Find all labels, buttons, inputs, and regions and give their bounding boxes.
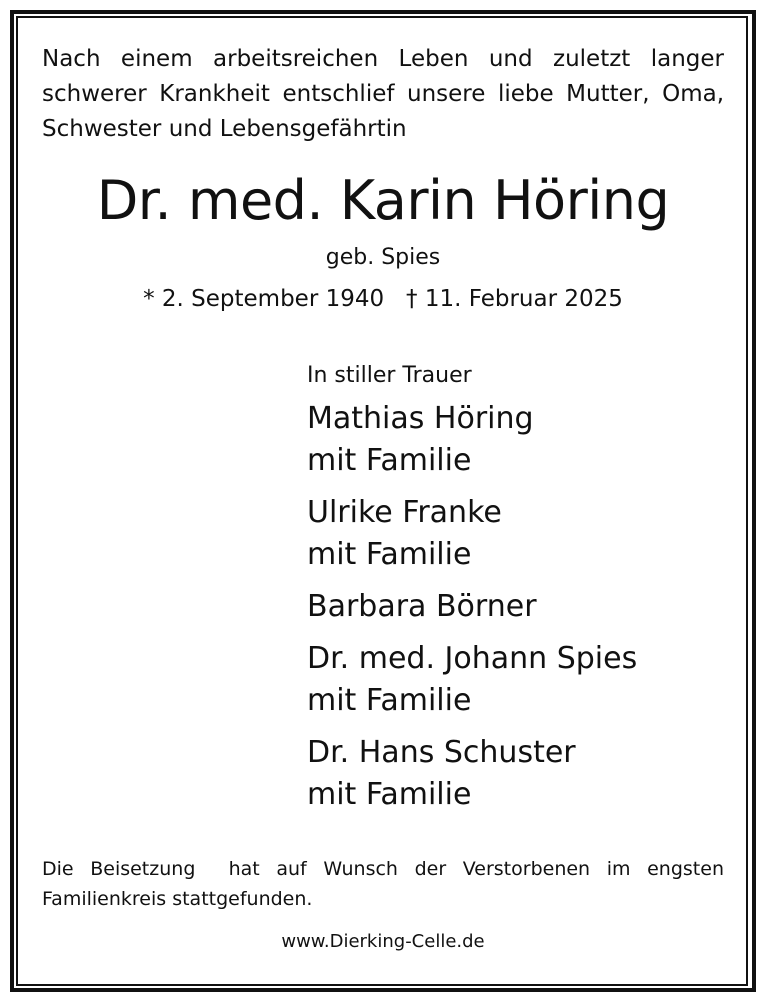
mourner-entry: [307, 586, 737, 628]
life-dates: * 2. September 1940 † 11. Februar 2025: [143, 286, 623, 312]
burial-note-line: Die Beisetzung hat auf Wunsch der Verstorbenen im engsten: [42, 858, 724, 880]
mourner-suffix: mit Familie: [307, 777, 472, 812]
mourner-suffix: mit Familie: [307, 537, 472, 572]
deceased-name: Dr. med. Karin Höring: [96, 169, 670, 232]
mourner-name: Ulrike Franke: [307, 495, 502, 530]
mourner-entry: [307, 398, 737, 482]
website-link[interactable]: www.Dierking-Celle.de: [281, 931, 485, 952]
mourner-entry: [307, 732, 737, 816]
intro-line: schwerer Krankheit entschlief unsere liebe Mutter, Oma,: [42, 81, 724, 107]
burial-note: [42, 854, 724, 914]
mourner-name: Dr. med. Johann Spies: [307, 641, 638, 676]
mourner-name: Barbara Börner: [307, 589, 537, 624]
mourners-block: [307, 360, 737, 826]
mourner-entry: [307, 638, 737, 722]
mourner-name: Dr. Hans Schuster: [307, 735, 576, 770]
mourner-suffix: mit Familie: [307, 443, 472, 478]
intro-line: Nach einem arbeitsreichen Leben und zuletzt langer: [42, 46, 724, 72]
burial-note-line: Familienkreis stattgefunden.: [42, 888, 313, 910]
mourning-label: In stiller Trauer: [307, 363, 472, 388]
maiden-name: geb. Spies: [325, 245, 441, 270]
mourner-suffix: mit Familie: [307, 683, 472, 718]
intro-line: Schwester und Lebensgefährtin: [42, 116, 407, 142]
intro-text: [42, 42, 724, 147]
mourner-name: Mathias Höring: [307, 401, 534, 436]
mourner-entry: [307, 492, 737, 576]
